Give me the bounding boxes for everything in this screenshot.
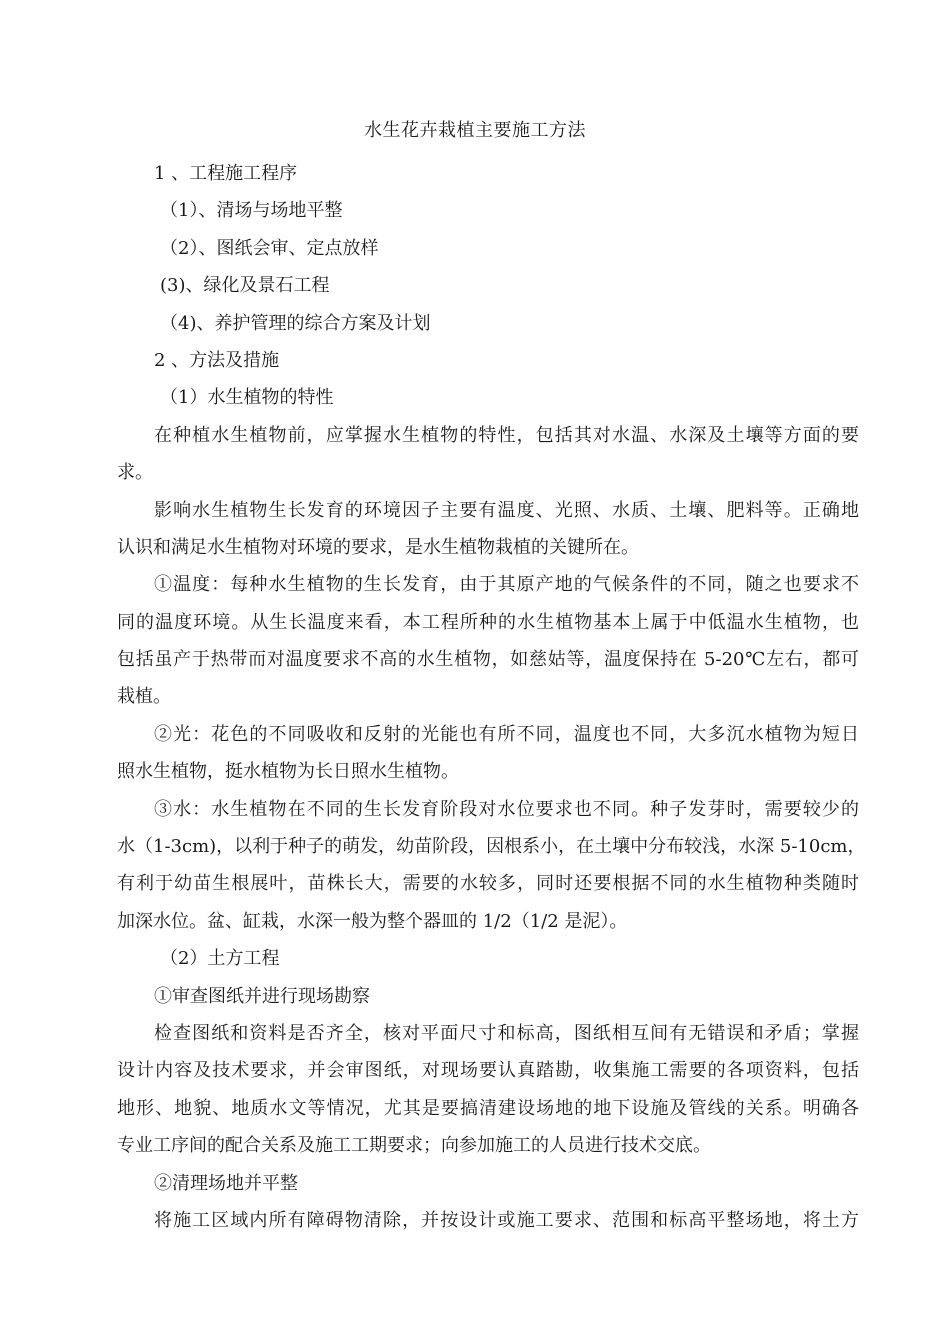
paragraph-line: 在种植水生植物前，应掌握水生植物的特性，包括其对水温、水深及土壤等方面的要 <box>154 424 859 446</box>
paragraph-line: 将施工区域内所有障碍物清除，并按设计或施工要求、范围和标高平整场地，将土方 <box>154 1209 859 1231</box>
document-title: 水生花卉栽植主要施工方法 <box>364 120 586 141</box>
list-item: （1）、清场与场地平整 <box>160 200 343 222</box>
section-heading: 2 、方法及措施 <box>154 349 280 371</box>
paragraph-line: ③水：水生植物在不同的生长发育阶段对水位要求也不同。种子发芽时，需要较少的 <box>154 798 859 820</box>
list-item: （2）、图纸会审、定点放样 <box>160 237 379 259</box>
paragraph-line: ①温度：每种水生植物的生长发育，由于其原产地的气候条件的不同，随之也要求不 <box>154 574 859 596</box>
paragraph-line: 影响水生植物生长发育的环境因子主要有温度、光照、水质、土壤、肥料等。正确地 <box>154 499 859 521</box>
document-body <box>117 155 866 1239</box>
paragraph-line: 地形、地貌、地质水文等情况，尤其是要搞清建设场地的地下设施及管线的关系。明确各 <box>117 1097 859 1119</box>
paragraph-line: 加深水位。盆、缸栽，水深一般为整个器皿的 1/2（1/2 是泥）。 <box>117 910 628 932</box>
paragraph-line: 认识和满足水生植物对环境的要求，是水生植物栽植的关键所在。 <box>117 536 639 558</box>
paragraph-line: 栽植。 <box>117 686 171 708</box>
subsection-heading: （1）水生植物的特性 <box>160 387 334 409</box>
paragraph-line: 求。 <box>117 462 153 484</box>
subsection-heading: （2）土方工程 <box>160 948 280 970</box>
paragraph-line: 照水生植物，挺水植物为长日照水生植物。 <box>117 761 459 783</box>
item-heading: ②清理场地并平整 <box>154 1172 298 1194</box>
paragraph-line: 包括虽产于热带而对温度要求不高的水生植物，如慈姑等，温度保持在 5-20℃左右，都可 <box>117 649 859 671</box>
paragraph-line: ②光：花色的不同吸收和反射的光能也有所不同，温度也不同，大多沉水植物为短日 <box>154 723 859 745</box>
paragraph-line: 水（1-3cm)，以利于种子的萌发，幼苗阶段，因根系小，在土壤中分布较浅，水深 5-10cm， <box>117 836 866 858</box>
paragraph-line: 有利于幼苗生根展叶，苗株长大，需要的水较多，同时还要根据不同的水生植物种类随时 <box>117 873 859 895</box>
paragraph-line: 专业工序间的配合关系及施工工期要求；向参加施工的人员进行技术交底。 <box>117 1135 711 1157</box>
section-heading: 1 、工程施工程序 <box>154 163 298 184</box>
paragraph-line: 设计内容及技术要求，并会审图纸，对现场要认真踏勘，收集施工需要的各项资料，包括 <box>117 1060 859 1082</box>
paragraph-line: 检查图纸和资料是否齐全，核对平面尺寸和标高，图纸相互间有无错误和矛盾；掌握 <box>154 1022 859 1044</box>
list-item: （4)、养护管理的综合方案及计划 <box>160 312 431 334</box>
paragraph-line: 同的温度环境。从生长温度来看，本工程所种的水生植物基本上属于中低温水生植物，也 <box>117 611 859 633</box>
list-item: (3)、绿化及景石工程 <box>160 275 330 297</box>
item-heading: ①审查图纸并进行现场勘察 <box>154 985 370 1007</box>
